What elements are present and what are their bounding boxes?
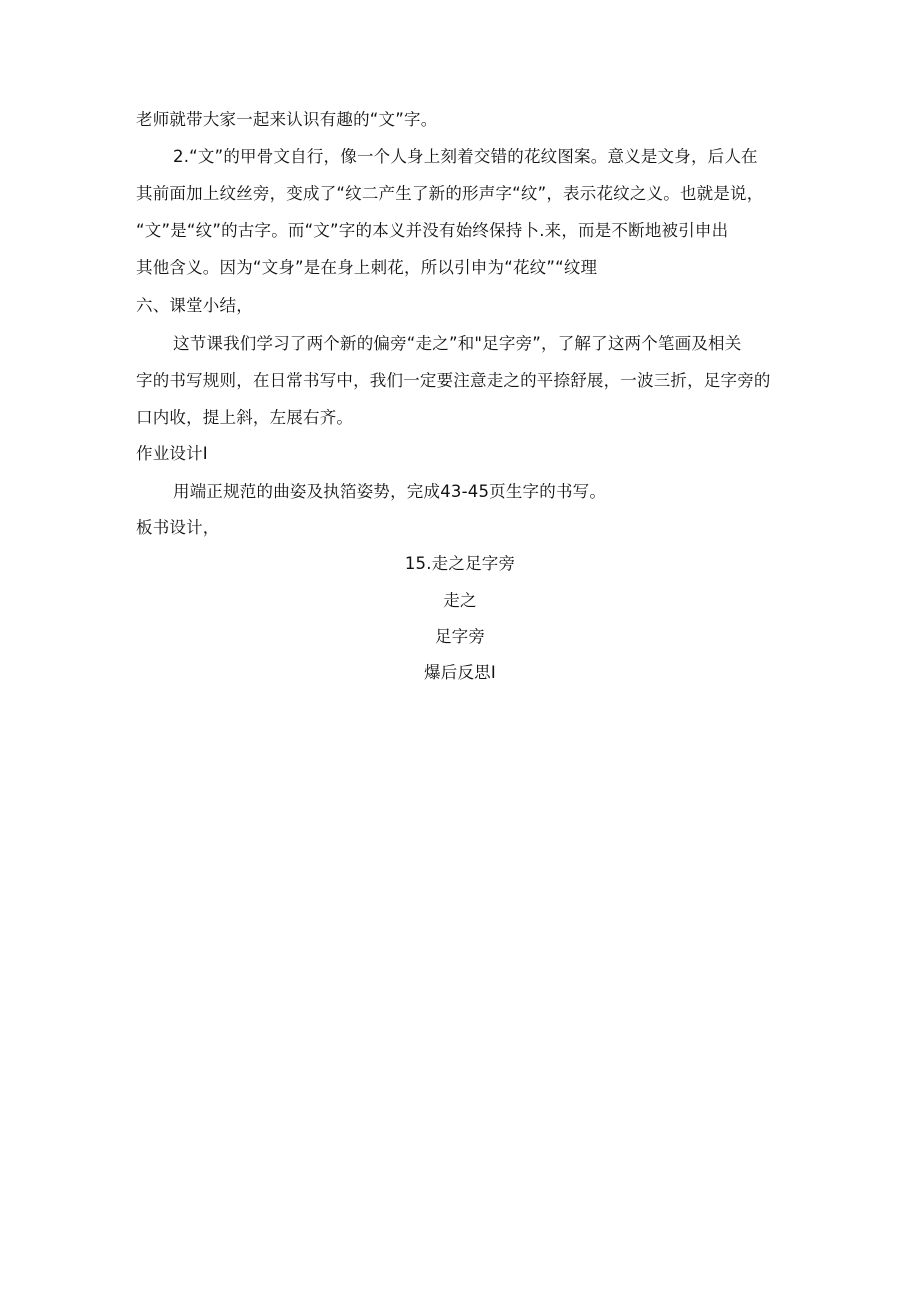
paragraph-intro-end: 老师就带大家一起来认识有趣的“文”字。 — [136, 110, 438, 129]
reflection-heading: 爆后反思I — [424, 663, 496, 682]
section-heading-summary: 六、课堂小结， — [136, 296, 253, 315]
paragraph-wen-line-4: 其他含义。因为“文身”是在身上刺花，所以引申为“花纹”“纹理 — [136, 258, 598, 277]
board-item-zouzhi: 走之 — [443, 591, 477, 610]
board-item-zuzipang: 足字旁 — [434, 627, 486, 646]
summary-line-1: 这节课我们学习了两个新的偏旁“走之”和"足字旁”，了解了这两个笔画及相关 — [173, 334, 742, 353]
paragraph-wen-line-1: 2.“文”的甲骨文自行，像一个人身上刻着交错的花纹图案。意义是文身，后人在 — [173, 147, 758, 166]
paragraph-wen-line-3: “文”是“纹”的古字。而“文”字的本义并没有始终保持卜.来，而是不断地被引申出 — [136, 221, 729, 240]
section-heading-homework: 作业设计I — [136, 444, 208, 463]
homework-text: 用端正规范的曲姿及执箔姿势，完成43-45页生字的书写。 — [173, 482, 607, 501]
summary-line-3: 口内收，提上斜，左展右齐。 — [136, 408, 354, 427]
section-heading-board: 板书设计， — [136, 518, 220, 537]
summary-line-2: 字的书写规则，在日常书写中，我们一定要注意走之的平捺舒展，一波三折，足字旁的 — [136, 371, 771, 390]
board-title: 15.走之足字旁 — [404, 554, 516, 573]
paragraph-wen-line-2: 其前面加上纹丝旁，变成了“纹二产生了新的形声字“纹”，表示花纹之义。也就是说， — [136, 184, 764, 203]
